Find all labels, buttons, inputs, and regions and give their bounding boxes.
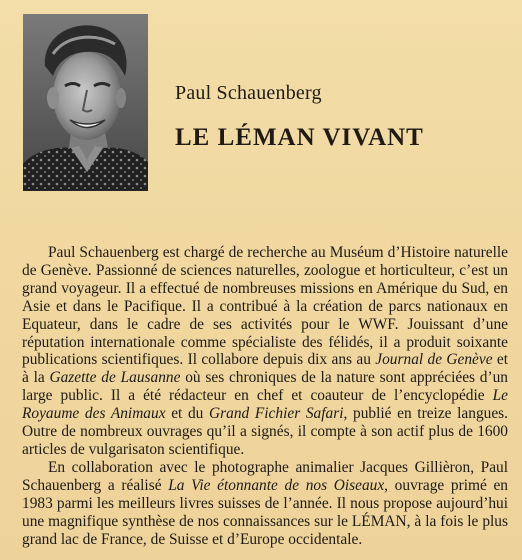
- author-biography: [22, 244, 508, 548]
- text-span: Paul Schauenberg est chargé de recherche au Muséum d’Histoire naturelle de Genève. Passionné de sciences naturelles, zoologue et horticulteur, c’est un grand voyageur. Il a effectué de nombreuses missions en Amérique du Sud, en Asie et dans le Pacifique. Il a contribué à la création de parcs nationaux en Equateur, dans le cadre de ses activités pour le WWF. Jouissant d’une réputation internationale comme spécialiste des félidés, il a produit soixante publications scientifiques. Il collabore depuis dix ans au: [22, 244, 508, 369]
- book-reference: Grand Fichier Safari: [209, 405, 344, 423]
- journal-title: Gazette de Lausanne: [49, 369, 181, 387]
- book-reference: La Vie étonnante de nos Oiseaux: [168, 476, 385, 494]
- book-title: LE LÉMAN VIVANT: [175, 124, 424, 151]
- journal-title: Journal de Genève: [375, 351, 493, 369]
- text-span: En collaboration avec le photographe animalier Jacques Gillièron, Paul Schauenberg a réalisé: [22, 458, 508, 494]
- biography-paragraph: [22, 459, 508, 549]
- author-name: Paul Schauenberg: [175, 82, 322, 104]
- text-span: , ouvrage primé en 1983 parmi les meilleurs livres suisses de l’année. Il nous propose aujourd’hui une magnifique synthèse de nos connaissances sur le LÉMAN, à la fois le plus grand lac de France, de Suisse et d’Europe occidentale.: [22, 476, 509, 548]
- book-reference: Le Royaume des Animaux: [22, 387, 508, 423]
- text-span: , publié en treize langues. Outre de nombreux ouvrages qu’il a signés, il compte à son actif plus de 1600 articles de vulgarisaton scientifique.: [22, 405, 509, 458]
- text-span: où ses chroniques de la nature sont appréciées d’un large public. Il a été rédacteur en chef et coauteur de l’encyclopédie: [22, 369, 508, 405]
- author-photo: [23, 14, 148, 191]
- text-span: et à la: [22, 351, 509, 387]
- biography-paragraph: [22, 244, 508, 459]
- text-span: et du: [165, 405, 210, 423]
